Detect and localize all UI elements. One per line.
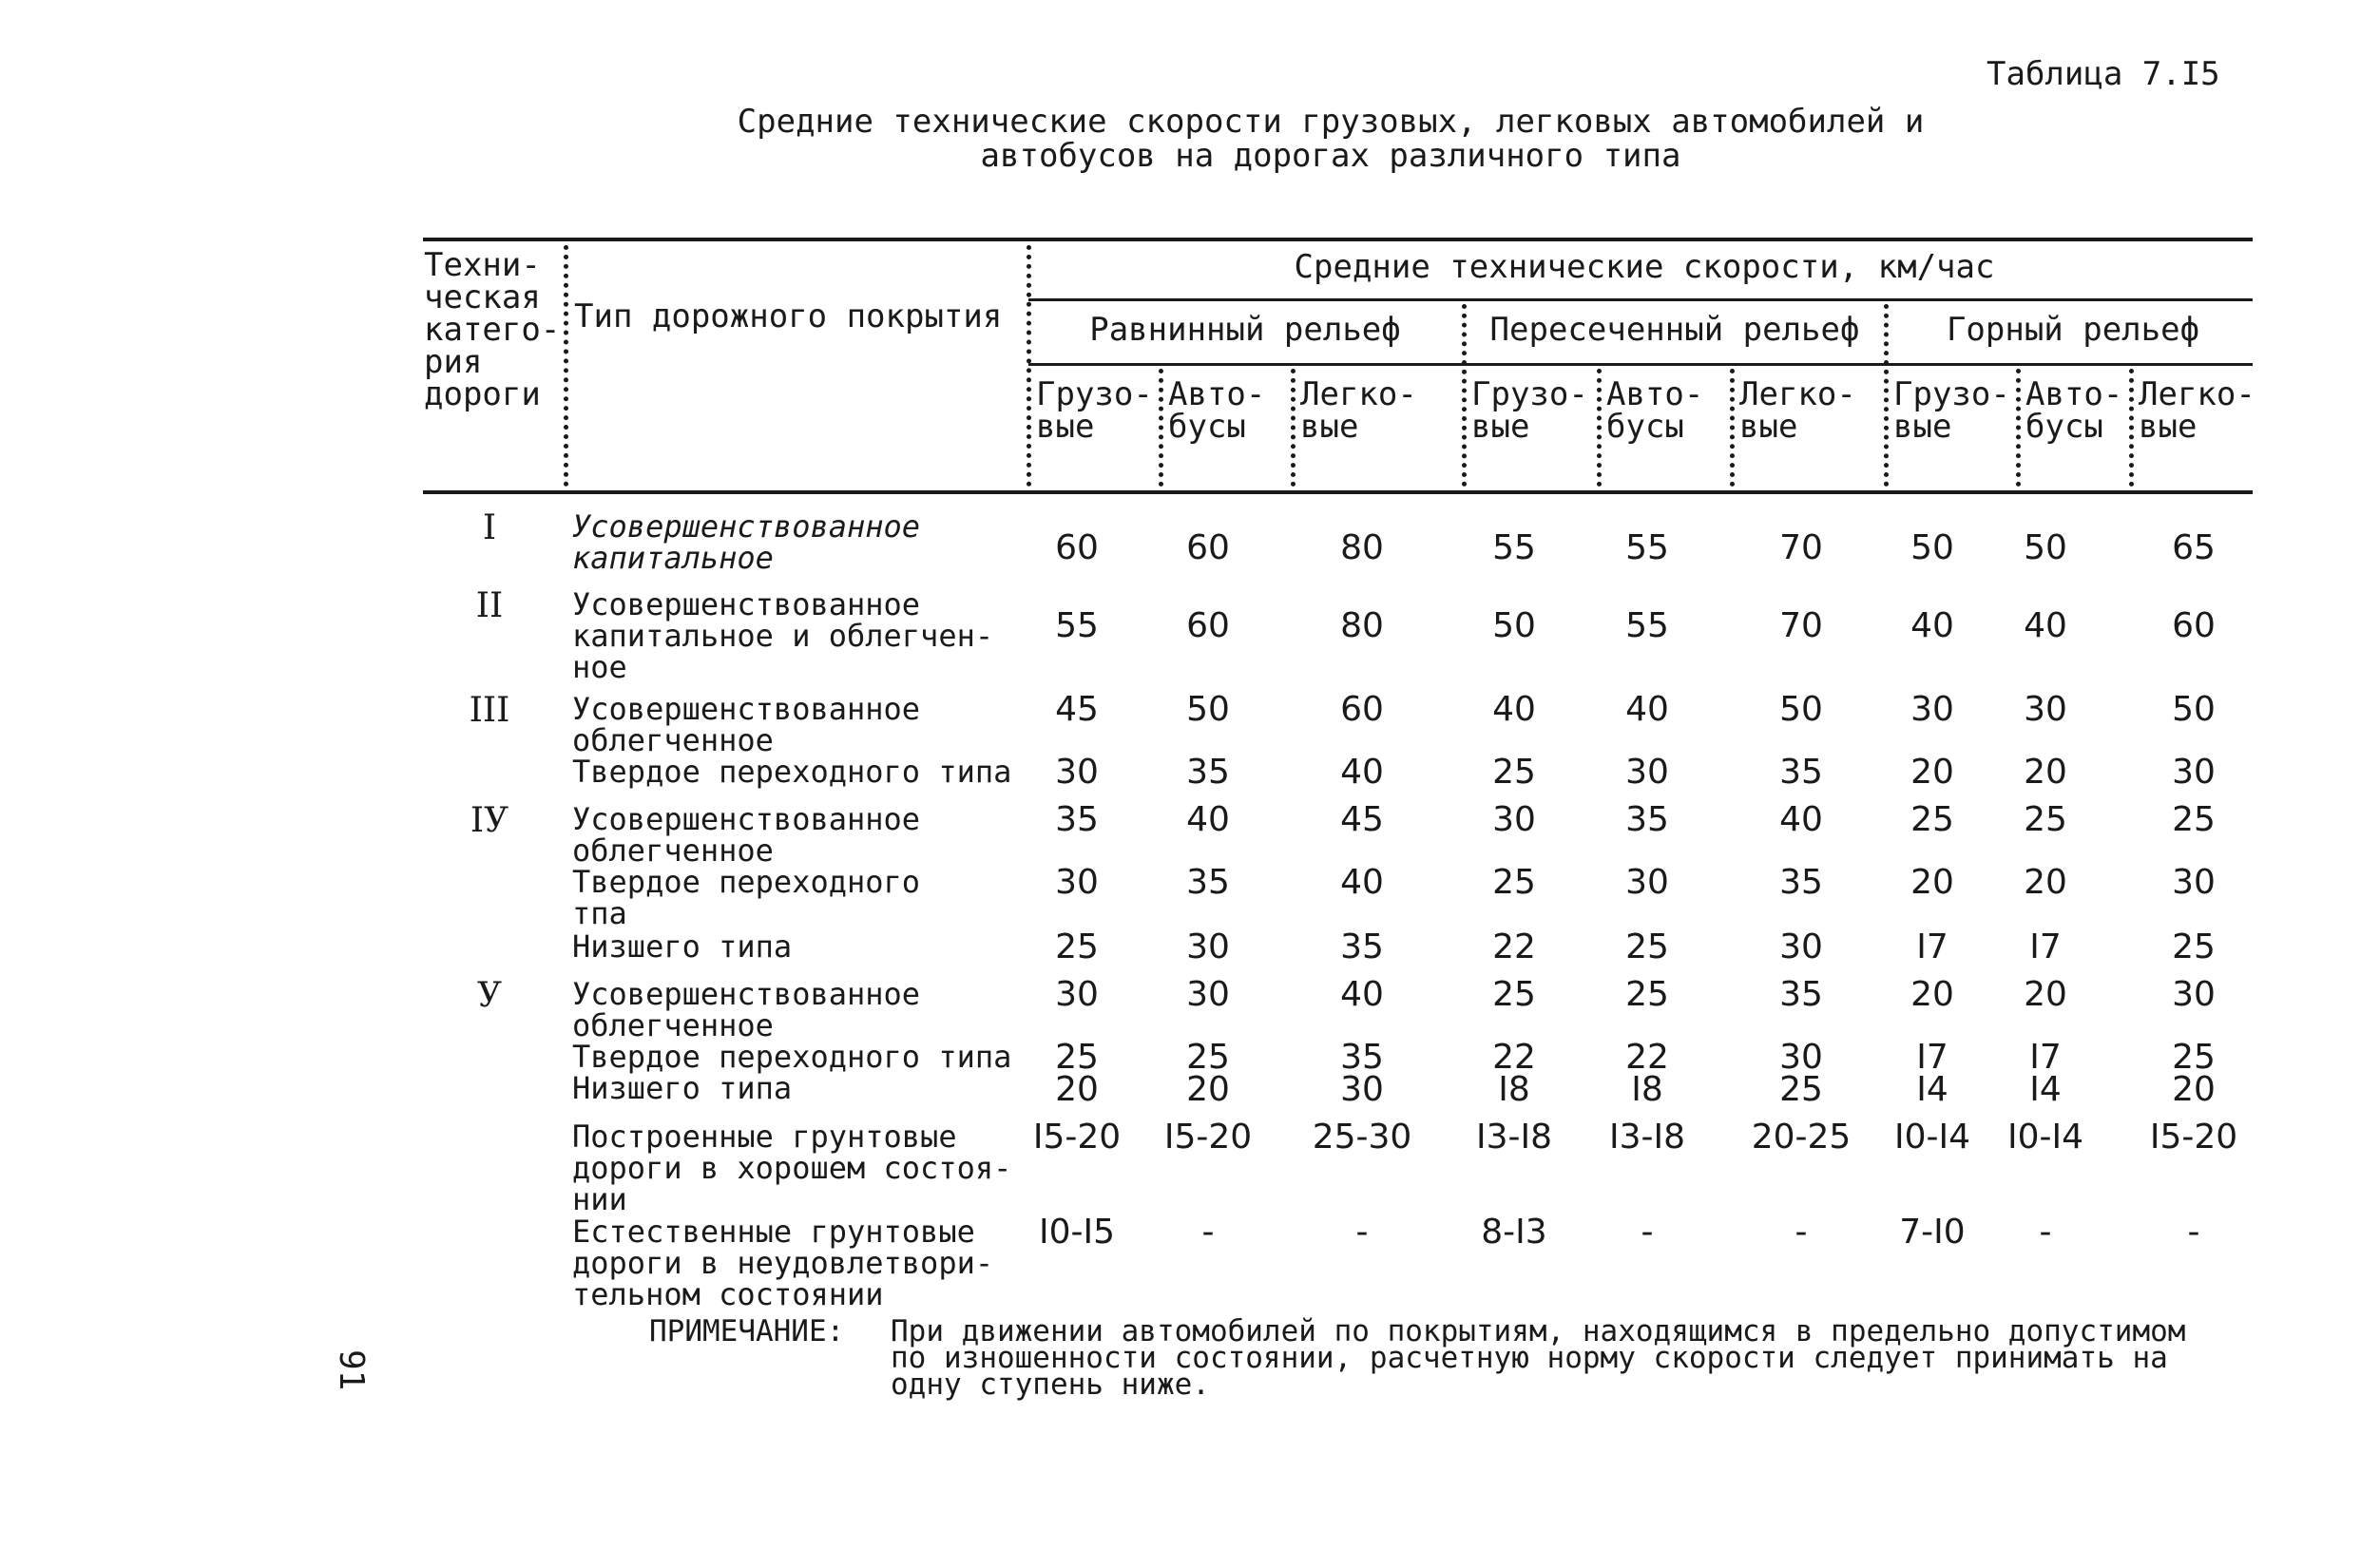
speed-value: 35 <box>1625 800 1669 839</box>
speed-value: 70 <box>1779 528 1823 567</box>
speed-value: 25 20 <box>1055 1038 1099 1109</box>
road-surface-type: Естественные грунтовые дороги в неудовлетвори- тельном состоянии <box>572 1214 994 1312</box>
speed-value: I5-20 <box>1163 1118 1253 1157</box>
road-category: I <box>482 508 497 547</box>
speed-value: 20-25 <box>1751 1118 1852 1157</box>
speed-value: I0-I4 <box>2006 1118 2084 1157</box>
speed-value: 35 <box>1340 927 1384 966</box>
speed-value: 30 <box>2172 863 2216 902</box>
speed-value: 30 <box>2172 975 2216 1014</box>
speed-value: 30 <box>1625 753 1669 792</box>
speed-value: 30 <box>1055 863 1099 902</box>
page-number: 91 <box>332 1349 371 1391</box>
note-line-1: При движении автомобилей по покрытиям, находящимся в предельно допустимом <box>891 1314 2186 1348</box>
speed-value: 25 <box>2024 800 2067 839</box>
speed-value: I3-I8 <box>1608 1118 1686 1157</box>
road-surface-type: Твердое переходного типа Низшего типа <box>572 1039 1012 1106</box>
speed-value: 45 <box>1055 690 1099 729</box>
speed-value: 25 <box>1625 927 1669 966</box>
speed-value: 35 <box>1186 863 1230 902</box>
note-line-3: одну ступень ниже. <box>891 1367 1210 1402</box>
speed-value: 25-30 <box>1312 1118 1412 1157</box>
speed-value: 35 30 <box>1340 1038 1384 1109</box>
road-surface-type: Построенные грунтовые дороги в хорошем состоя- нии <box>572 1119 1012 1217</box>
header-bottom-rule <box>423 490 2253 494</box>
category-column-header: Техни- ческая катего- рия дороги <box>424 246 561 413</box>
speed-value: 20 <box>2024 753 2067 792</box>
separator-dots <box>1462 304 1467 487</box>
speed-value: 30 <box>1779 927 1823 966</box>
speed-value: 35 <box>1055 800 1099 839</box>
speed-value: I3-I8 <box>1475 1118 1553 1157</box>
vehicle-header-cars: Легко- вые <box>2139 375 2255 446</box>
speed-value: 22 I8 <box>1492 1038 1536 1109</box>
speed-value: - <box>2039 1213 2052 1252</box>
speed-value: I0-I4 <box>1893 1118 1971 1157</box>
speed-value: 7-I0 <box>1899 1213 1966 1252</box>
speed-value: 50 <box>1492 606 1536 645</box>
speed-value: 35 <box>1779 753 1823 792</box>
speed-value: 30 <box>1055 753 1099 792</box>
terrain-header-plain: Равнинный рельеф <box>1089 311 1401 349</box>
speed-value: I7 I4 <box>1916 1038 1948 1109</box>
speed-value: 60 <box>1186 528 1230 567</box>
road-category: IУ <box>470 801 509 840</box>
vehicle-header-cars: Легко- вые <box>1739 375 1856 446</box>
separator-dots <box>1884 304 1889 487</box>
separator-dots <box>564 245 568 487</box>
speed-value: 30 <box>1492 800 1536 839</box>
separator-dots <box>1597 369 1602 487</box>
note-label: ПРИМЕЧАНИЕ: <box>649 1314 845 1348</box>
separator-dots <box>2016 369 2021 487</box>
speed-value: 30 25 <box>1779 1038 1823 1109</box>
separator-dots <box>1159 369 1163 487</box>
speed-value: 55 <box>1625 606 1669 645</box>
speed-value: 50 <box>2024 528 2067 567</box>
separator-dots <box>2129 369 2134 487</box>
separator-dots <box>1291 369 1296 487</box>
vehicle-rule <box>1028 363 2253 366</box>
speed-value: 25 <box>1492 753 1536 792</box>
speed-value: 25 <box>1055 927 1099 966</box>
speed-value: - <box>1641 1213 1654 1252</box>
speed-value: 30 <box>1625 863 1669 902</box>
speed-value: 55 <box>1492 528 1536 567</box>
road-category: У <box>476 976 502 1015</box>
speed-value: 50 <box>1779 690 1823 729</box>
speeds-group-header: Средние технические скорости, км/час <box>1294 248 1995 286</box>
speed-value: 50 <box>2172 690 2216 729</box>
table-title-line-1: Средние технические скорости грузовых, легковых автомобилей и <box>737 103 1925 141</box>
road-category: II <box>475 586 504 625</box>
speed-value: 20 <box>1910 753 1954 792</box>
speed-value: - <box>1795 1213 1808 1252</box>
speed-value: I0-I5 <box>1038 1213 1116 1252</box>
road-surface-type: Низшего типа <box>572 928 793 965</box>
table-number: Таблица 7.I5 <box>1987 55 2220 93</box>
speed-value: 40 <box>1779 800 1823 839</box>
speed-value: 20 <box>2024 863 2067 902</box>
speed-value: 20 <box>2024 975 2067 1014</box>
speed-value: 55 <box>1625 528 1669 567</box>
speed-value: 25 <box>1910 800 1954 839</box>
speed-value: - <box>1355 1213 1369 1252</box>
speed-value: 50 <box>1910 528 1954 567</box>
speed-value: 60 <box>2172 606 2216 645</box>
speed-value: 40 <box>1910 606 1954 645</box>
speed-value: - <box>1201 1213 1215 1252</box>
speed-value: 22 <box>1492 927 1536 966</box>
road-surface-type: Усовершенствованное облегченное <box>572 801 921 869</box>
road-surface-type: Усовершенствованное облегченное <box>572 976 921 1043</box>
speed-value: 30 <box>1910 690 1954 729</box>
speed-value: 8-I3 <box>1481 1213 1547 1252</box>
speed-value: 40 <box>1186 800 1230 839</box>
speed-value: 65 <box>2172 528 2216 567</box>
vehicle-header-trucks: Грузо- вые <box>1036 375 1153 446</box>
vehicle-header-trucks: Грузо- вые <box>1471 375 1588 446</box>
speed-value: I7 <box>2029 927 2062 966</box>
speed-value: 60 <box>1055 528 1099 567</box>
speed-value: 25 <box>2172 800 2216 839</box>
speed-value: 30 <box>2024 690 2067 729</box>
speed-value: 80 <box>1340 528 1384 567</box>
table-title-line-2: автобусов на дорогах различного типа <box>980 137 1681 175</box>
speed-value: 20 <box>1910 863 1954 902</box>
speed-value: I7 <box>1916 927 1948 966</box>
speed-value: 40 <box>2024 606 2067 645</box>
speed-value: 30 <box>1186 927 1230 966</box>
vehicle-header-cars: Легко- вые <box>1300 375 1417 446</box>
speed-value: 25 <box>1492 975 1536 1014</box>
speed-value: 40 <box>1340 863 1384 902</box>
vehicle-header-buses: Авто- бусы <box>1168 375 1266 446</box>
separator-dots <box>1027 245 1031 487</box>
separator-dots <box>1730 369 1735 487</box>
road-category: III <box>469 691 510 730</box>
table-top-rule <box>423 238 2253 241</box>
road-type-column-header: Тип дорожного покрытия <box>574 297 1003 335</box>
speed-value: 35 <box>1779 863 1823 902</box>
speed-value: 25 <box>2172 927 2216 966</box>
vehicle-header-buses: Авто- бусы <box>1606 375 1704 446</box>
speed-value: 60 <box>1186 606 1230 645</box>
speed-value: 25 20 <box>2172 1038 2216 1109</box>
speed-value: 35 <box>1779 975 1823 1014</box>
speed-value: 50 <box>1186 690 1230 729</box>
speed-value: 30 <box>2172 753 2216 792</box>
road-surface-type: Усовершенствованное капитальное <box>572 508 921 576</box>
speed-value: 60 <box>1340 690 1384 729</box>
speed-value: 25 20 <box>1186 1038 1230 1109</box>
speed-value: 30 <box>1186 975 1230 1014</box>
speed-value: 55 <box>1055 606 1099 645</box>
speed-value: 22 I8 <box>1625 1038 1669 1109</box>
speed-value: I7 I4 <box>2029 1038 2062 1109</box>
speed-value: 70 <box>1779 606 1823 645</box>
speed-value: 40 <box>1340 753 1384 792</box>
terrain-header-mountain: Горный рельеф <box>1946 311 2200 349</box>
speed-value: I5-20 <box>2149 1118 2238 1157</box>
terrain-rule <box>1028 298 2253 301</box>
vehicle-header-trucks: Грузо- вые <box>1893 375 2010 446</box>
terrain-header-rough: Пересеченный рельеф <box>1489 311 1860 349</box>
speed-value: 25 <box>1492 863 1536 902</box>
speed-value: 30 <box>1055 975 1099 1014</box>
speed-value: 35 <box>1186 753 1230 792</box>
speed-value: 20 <box>1910 975 1954 1014</box>
speed-value: 25 <box>1625 975 1669 1014</box>
note-line-2: по изношенности состоянии, расчетную норму скорости следует принимать на <box>891 1341 2168 1375</box>
vehicle-header-buses: Авто- бусы <box>2025 375 2123 446</box>
speed-value: 40 <box>1625 690 1669 729</box>
speed-value: 40 <box>1340 975 1384 1014</box>
speed-value: I5-20 <box>1032 1118 1122 1157</box>
road-surface-type: Усовершенствованное капитальное и облегчен- ное <box>572 586 994 685</box>
speed-value: 40 <box>1492 690 1536 729</box>
road-surface-type: Твердое переходного тпа <box>572 864 921 931</box>
speed-value: - <box>2187 1213 2200 1252</box>
speed-value: 80 <box>1340 606 1384 645</box>
speed-value: 45 <box>1340 800 1384 839</box>
road-surface-type: Твердое переходного типа <box>572 754 1012 790</box>
road-surface-type: Усовершенствованное облегченное <box>572 691 921 758</box>
